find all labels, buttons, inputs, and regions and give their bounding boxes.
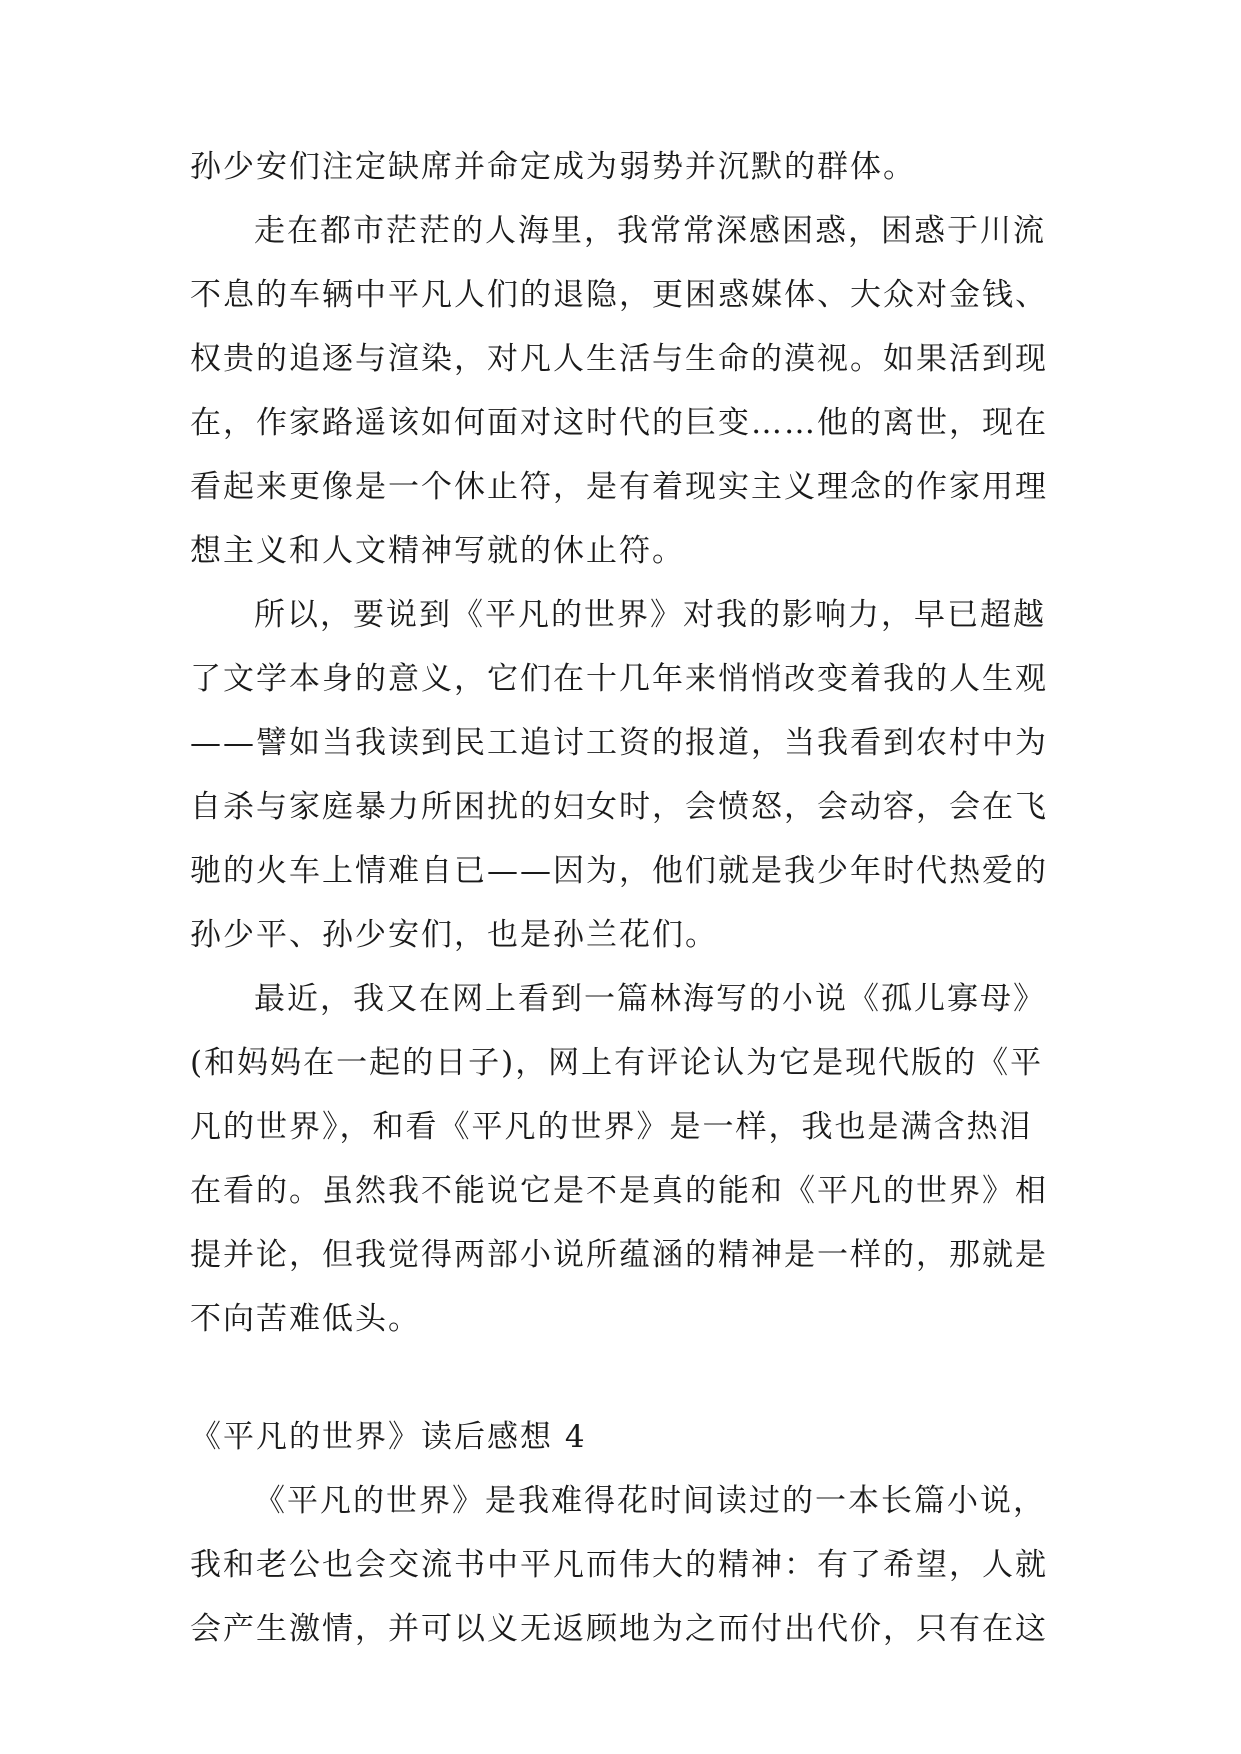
paragraph-line: 看起来更像是一个休止符，是有着现实主义理念的作家用理 — [190, 469, 1048, 505]
paragraph-line: (和妈妈在一起的日子)，网上有评论认为它是现代版的《平 — [190, 1045, 1044, 1081]
paragraph-line: 孙少平、孙少安们，也是孙兰花们。 — [190, 917, 718, 953]
paragraph-line: 在，作家路遥该如何面对这时代的巨变……他的离世，现在 — [190, 405, 1048, 441]
paragraph-line: 凡的世界》，和看《平凡的世界》是一样，我也是满含热泪 — [190, 1109, 1033, 1145]
paragraph-line: 所以，要说到《平凡的世界》对我的影响力，早已超越 — [254, 597, 1046, 633]
paragraph-line: 不向苦难低头。 — [190, 1301, 421, 1337]
paragraph-line: 不息的车辆中平凡人们的退隐，更困惑媒体、大众对金钱、 — [190, 277, 1048, 313]
paragraph-line: 走在都市茫茫的人海里，我常常深感困惑，困惑于川流 — [254, 213, 1046, 249]
paragraph-line: 在看的。虽然我不能说它是不是真的能和《平凡的世界》相 — [190, 1173, 1048, 1209]
section-heading: 《平凡的世界》读后感想 4 — [190, 1419, 587, 1455]
paragraph-line: 自杀与家庭暴力所困扰的妇女时，会愤怒，会动容，会在飞 — [190, 789, 1048, 825]
paragraph-line: 《平凡的世界》是我难得花时间读过的一本长篇小说， — [254, 1483, 1046, 1519]
paragraph-line: 想主义和人文精神写就的休止符。 — [190, 533, 685, 569]
paragraph-line: 权贵的追逐与渲染，对凡人生活与生命的漠视。如果活到现 — [190, 341, 1048, 377]
paragraph-line: 孙少安们注定缺席并命定成为弱势并沉默的群体。 — [190, 149, 916, 185]
paragraph-line: 会产生激情，并可以义无返顾地为之而付出代价，只有在这 — [190, 1611, 1048, 1647]
paragraph-line: ——譬如当我读到民工追讨工资的报道，当我看到农村中为 — [190, 725, 1048, 761]
paragraph-line: 我和老公也会交流书中平凡而伟大的精神：有了希望，人就 — [190, 1547, 1048, 1583]
paragraph-line: 了文学本身的意义，它们在十几年来悄悄改变着我的人生观 — [190, 661, 1048, 697]
paragraph-line: 驰的火车上情难自已——因为，他们就是我少年时代热爱的 — [190, 853, 1048, 889]
paragraph-line: 提并论，但我觉得两部小说所蕴涵的精神是一样的，那就是 — [190, 1237, 1048, 1273]
document-text — [190, 135, 1070, 1661]
paragraph-line: 最近，我又在网上看到一篇林海写的小说《孤儿寡母》 — [254, 981, 1046, 1017]
